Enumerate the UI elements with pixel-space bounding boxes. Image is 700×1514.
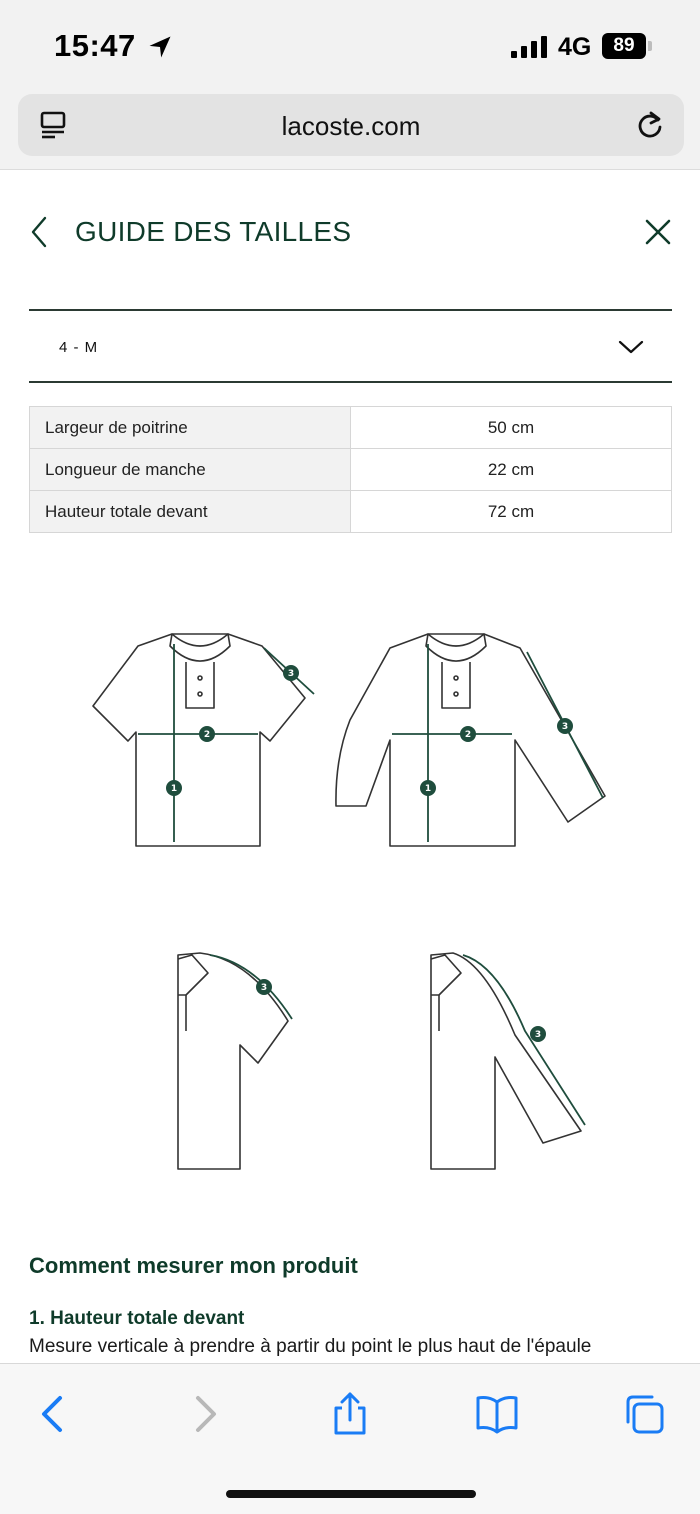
battery-level: 89 — [613, 35, 635, 56]
selected-size: 4 - M — [59, 339, 99, 356]
marker-3-label: 3 — [287, 669, 295, 679]
reload-icon[interactable] — [634, 109, 666, 141]
marker-2-label: 2 — [464, 730, 472, 740]
measurement-label: Hauteur totale devant — [30, 491, 351, 533]
status-bar — [0, 0, 700, 90]
chevron-down-icon — [618, 339, 644, 355]
marker-1-label: 1 — [170, 784, 178, 794]
url-text[interactable]: lacoste.com — [281, 111, 421, 141]
network-type: 4G — [558, 33, 592, 61]
short-sleeve-side-diagram — [170, 945, 310, 1175]
table-row — [30, 449, 672, 491]
how-to-measure-title: Comment mesurer mon produit — [29, 1253, 358, 1278]
measurements-table — [29, 406, 672, 533]
table-row — [30, 491, 672, 533]
marker-2-label: 2 — [203, 730, 211, 740]
tabs-icon[interactable] — [622, 1392, 666, 1436]
battery-icon — [602, 33, 646, 59]
battery-tip — [648, 41, 652, 51]
marker-3-label: 3 — [534, 1030, 542, 1040]
marker-3-label: 3 — [561, 722, 569, 732]
marker-3-label: 3 — [260, 983, 268, 993]
size-dropdown[interactable] — [29, 309, 672, 383]
page-title: GUIDE DES TAILLES — [75, 216, 352, 247]
measurement-value: 50 cm — [351, 407, 672, 449]
cellular-signal-icon — [511, 36, 549, 58]
back-icon[interactable] — [32, 1392, 76, 1436]
measurement-label: Largeur de poitrine — [30, 407, 351, 449]
browser-address-area — [0, 90, 700, 170]
measurement-value: 72 cm — [351, 491, 672, 533]
long-sleeve-side-diagram — [425, 945, 595, 1175]
status-time: 15:47 — [54, 28, 136, 63]
long-sleeve-front-diagram — [330, 628, 620, 850]
forward-icon[interactable] — [182, 1392, 226, 1436]
home-indicator — [226, 1490, 476, 1498]
short-sleeve-front-diagram — [90, 628, 320, 850]
step-1-text: Mesure verticale à prendre à partir du point le plus haut de l'épaule — [29, 1336, 592, 1357]
marker-1-label: 1 — [424, 784, 432, 794]
close-icon[interactable] — [644, 218, 672, 246]
measurement-label: Longueur de manche — [30, 449, 351, 491]
step-1-title: 1. Hauteur totale devant — [29, 1308, 245, 1329]
share-icon[interactable] — [328, 1392, 372, 1436]
bookmarks-icon[interactable] — [475, 1392, 519, 1436]
back-chevron-icon[interactable] — [28, 215, 50, 249]
measurement-value: 22 cm — [351, 449, 672, 491]
location-arrow-icon — [146, 33, 174, 61]
address-bar[interactable] — [18, 94, 684, 156]
table-row — [30, 407, 672, 449]
